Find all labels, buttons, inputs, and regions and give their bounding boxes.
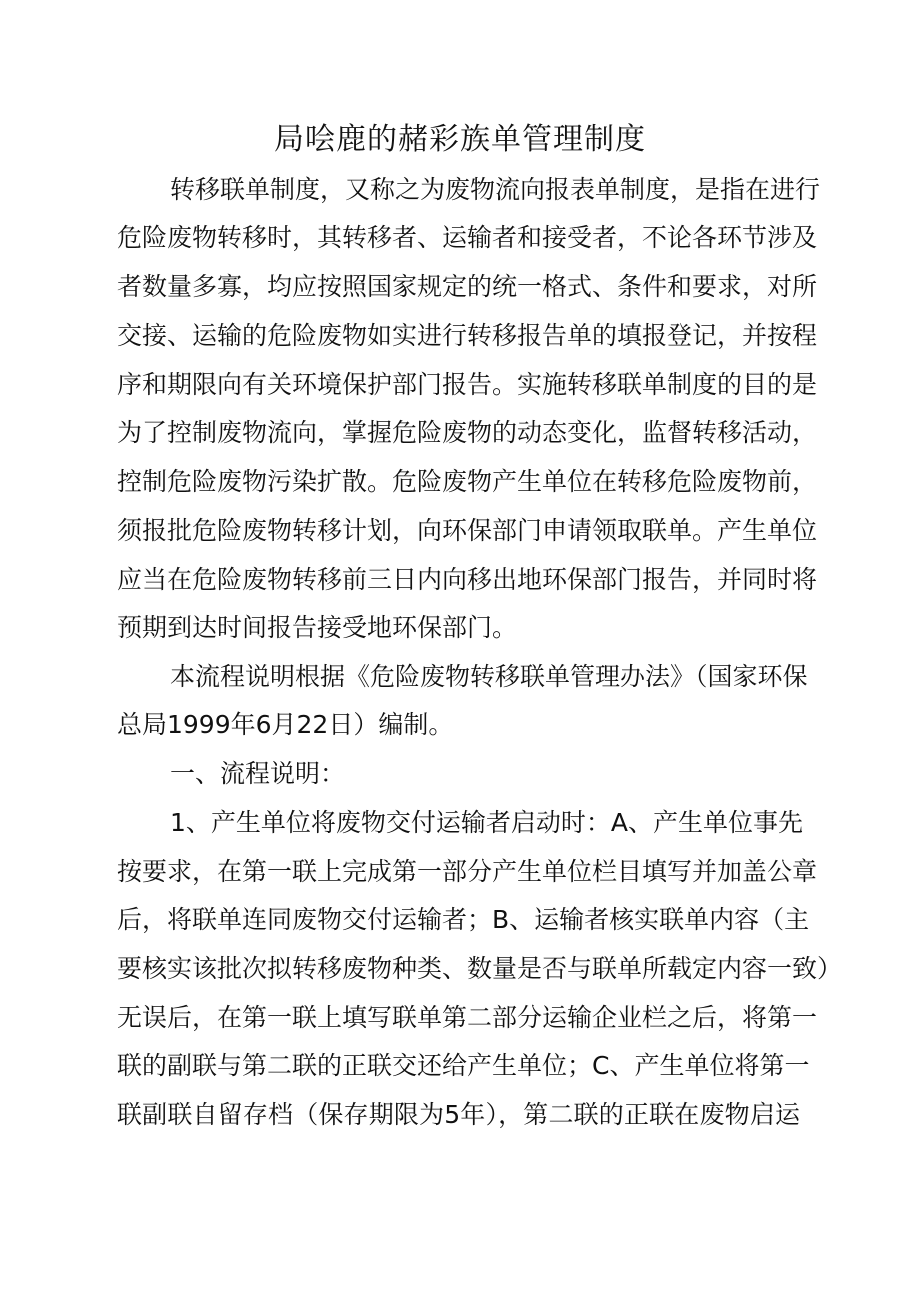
paragraph-intro-line: 为了控制废物流向，掌握危险废物的动态变化，监督转移活动， — [117, 418, 818, 447]
paragraph-intro-line: 危险废物转移时，其转移者、运输者和接受者，不论各环节涉及 — [117, 223, 818, 252]
paragraph-intro-line: 预期到达时间报告接受地环保部门。 — [117, 613, 518, 642]
paragraph-basis-line: 本流程说明根据《危险废物转移联单管理办法》（国家环保 — [170, 662, 808, 691]
paragraph-intro-line: 者数量多寡，均应按照国家规定的统一格式、条件和要求，对所 — [117, 272, 818, 301]
paragraph-step-line: 无误后，在第一联上填写联单第二部分运输企业栏之后，将第一 — [117, 1003, 818, 1032]
paragraph-basis-line: 总局1999年6月22日）编制。 — [117, 710, 454, 739]
paragraph-step-line: 按要求，在第一联上完成第一部分产生单位栏目填写并加盖公章 — [117, 857, 818, 886]
paragraph-intro-line: 应当在危险废物转移前三日内向移出地环保部门报告，并同时将 — [117, 565, 818, 594]
document-title: 局哙鹿的赭彩族单管理制度 — [274, 122, 646, 157]
paragraph-intro-line: 控制危险废物污染扩散。危险废物产生单位在转移危险废物前， — [117, 467, 818, 496]
paragraph-step-line: 要核实该批次拟转移废物种类、数量是否与联单所载定内容一致） — [117, 954, 843, 983]
paragraph-step-line: 联副联自留存档（保存期限为5年），第二联的正联在废物启运 — [117, 1100, 800, 1129]
paragraph-intro-line: 序和期限向有关环境保护部门报告。实施转移联单制度的目的是 — [117, 370, 818, 399]
paragraph-intro-line: 须报批危险废物转移计划，向环保部门申请领取联单。产生单位 — [117, 516, 818, 545]
paragraph-step-line: 1、产生单位将废物交付运输者启动时：A、产生单位事先 — [170, 808, 804, 837]
paragraph-step-line: 后，将联单连同废物交付运输者；B、运输者核实联单内容（主 — [117, 905, 810, 934]
paragraph-intro-line: 转移联单制度，又称之为废物流向报表单制度，是指在进行 — [170, 175, 821, 204]
paragraph-step-line: 联的副联与第二联的正联交还给产生单位；C、产生单位将第一 — [117, 1051, 810, 1080]
paragraph-intro-line: 交接、运输的危险废物如实进行转移报告单的填报登记，并按程 — [117, 321, 818, 350]
section-heading: 一、流程说明： — [170, 759, 346, 788]
